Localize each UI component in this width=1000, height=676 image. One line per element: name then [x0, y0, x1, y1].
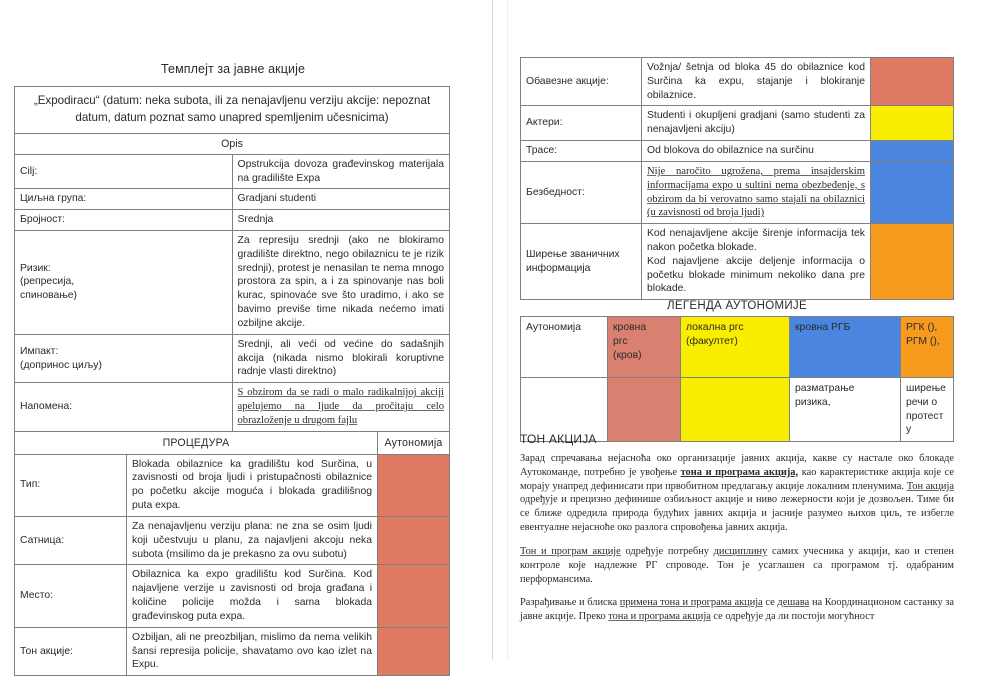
legend-cell-autonomija: Аутономија [521, 317, 608, 378]
row-label-akteri: Актери: [521, 106, 642, 141]
tone-p1-emphasis-1: тона и програма акција, [680, 466, 799, 478]
impakt-label-line2: (допринос циљу) [20, 359, 102, 371]
page-separator [492, 0, 508, 660]
legend-rgm-line: РГМ (), [906, 335, 940, 347]
page-title: Темплејт за јавне акције [160, 62, 305, 76]
tone-p3-emphasis-3: тона и програма акција [608, 611, 711, 623]
row-value-mesto: Obilaznica ka expo gradilištu kod Surčina. Kod najavljene verzije u zavisnosti od broja građana i količine policije možda i sama blokada građevinskog puta expa. [127, 565, 378, 627]
row-value-sirenje-informacija [642, 224, 871, 300]
tone-p1-part-e: одређује и прецизно дефинише озбиљност акције и ниво лежерности који је дозвољен. Тиме би се ближе одредила природа будућих јавних акција и јасније разумео њихов циљ, те избегле евентуалне нејасноће око разлога спровођења јавних акција. [520, 494, 954, 534]
autonomy-legend-table [520, 316, 954, 442]
tone-p3-part-c: се [762, 597, 778, 609]
procedure-table [14, 431, 450, 676]
table-row [15, 516, 450, 564]
autonomy-swatch-ton-akcije [378, 627, 450, 675]
legend-sirenje-reci-line2: протесту [906, 410, 944, 436]
page-right [508, 0, 1000, 660]
rizik-label-line3: спиновање) [20, 290, 78, 302]
legend-krovna-rgs-line1: кровна [613, 322, 647, 333]
tone-p1-part-a: Зарад спречавања нејасноћа око организације јавних акција, какве су настале око блокаде Аутокоманде, потребно је увођење [520, 453, 954, 478]
table-row [15, 230, 450, 334]
row-label-bezbednost: Безбедност: [521, 161, 642, 223]
right-table-container [520, 57, 954, 300]
autonomy-swatch-obavezne-akcije [871, 58, 954, 106]
autonomy-swatch-trase [871, 141, 954, 162]
row-value-obavezne-akcije: Vožnja/ šetnja od bloka 45 do obilaznice kod Surčina ka expu, stajanje i blokiranje obilaznice. [642, 58, 871, 106]
row-label-mesto: Место: [15, 565, 127, 627]
legend-sirenje-reci-line1: ширење речи о [906, 383, 946, 408]
row-value-tip: Blokada obilaznice ka gradilištu kod Surčina, u zavisnosti od broja ljudi i pristupačnosti obilaznice po početku akcije moguća i blokada gradilišnog puta expa. [127, 454, 378, 516]
tone-p3-part-g: се одређује да ли постоји могућност [710, 611, 875, 623]
tone-p2-part-d: самих учесника у акцији, као и степен контроле које надлежне РГ спроводе. Тон је усаглашен са програмом тј. одабраним перформансима. [520, 545, 954, 585]
tone-p1-part-c: као карактеристике акција које се морају унапред дефинисати при првобитном предлагању акције локалним пленумима. [520, 466, 954, 492]
autonomy-header-cell: Аутономија [378, 431, 450, 454]
legend-lokalna-rgs-line1: локална ргс [686, 322, 744, 333]
table-row-banner [15, 87, 450, 134]
row-value-satnica: Za nenajavljenu verziju plana: ne zna se osim ljudi koji učestvuju u planu, za najavljeni akcoju neka subota (msilimo da je prekasno za ovu subotu) [127, 516, 378, 564]
table-row [521, 106, 954, 141]
row-label-napomena: Напомена: [15, 383, 233, 431]
tone-p3-emphasis-1: примена тона и програма акција [619, 597, 763, 609]
row-value-ton-akcije: Ozbiljan, ali ne preozbiljan, mislimo da nema velikih šansi represija policije, shavatamo ovo kao izlet na Expu. [127, 627, 378, 675]
table-row-opis-header [15, 133, 450, 154]
table-row [15, 383, 450, 431]
sirenje-label-line1: Ширење званичних [526, 248, 620, 260]
sirenje-value-line1: Kod nenajavljene akcije širenje informacija tek nakon početka blokade. [647, 228, 865, 253]
procedure-header-cell: ПРОЦЕДУРА [15, 431, 378, 454]
row-label-impakt [15, 334, 233, 382]
tone-p3-part-a: Разрађивање и блиска [520, 597, 620, 609]
legend-cell-krovna-rgs [608, 317, 681, 378]
table-row [15, 454, 450, 516]
tone-p3-emphasis-2: дешава [777, 597, 810, 609]
legend-title: ЛЕГЕНДА АУТОНОМИЈЕ [667, 300, 807, 312]
row-label-rizik [15, 230, 233, 334]
table-row [521, 58, 954, 106]
opis-header-cell: Opis [15, 133, 450, 154]
rizik-label-line2: (репресија, [20, 276, 75, 288]
action-template-table [14, 86, 450, 432]
impakt-label-line1: Импакт: [20, 345, 59, 357]
autonomy-swatch-satnica [378, 516, 450, 564]
legend-cell-lokalna-rgs [681, 317, 790, 378]
row-label-cilj: Cilj: [15, 154, 233, 189]
table-banner-cell: „Expodiracu“ (datum: neka subota, ili za nenajavljenu verziju akcije: nepoznat datum, datum poznat samo unapred spemljenim učesnicima) [15, 87, 450, 134]
action-details-table [520, 57, 954, 300]
legend-row-header [521, 317, 954, 378]
row-value-rizik: Za represiju srednji (ako ne blokiramo gradilište direktno, nego obilaznicu te je rizik srednji), protest je nenasilan te nema mnogo prostora za spin, a i za spinovanje nas boli kurac, spinovaće sve što uradimo, i ako se bavimo previše time nikada nećemo imati ozbiljne akcije. [232, 230, 450, 334]
row-label-ton-akcije: Тон акције: [15, 627, 127, 675]
main-table-container [14, 86, 450, 676]
legend-razmatranje-line2: ризика, [795, 396, 831, 408]
row-value-impakt: Srednji, ali veći od većine do sadašnjih akcija (nikada nismo blokirali koruptivne radnje vlasti direktno) [232, 334, 450, 382]
autonomy-swatch-akteri [871, 106, 954, 141]
tone-p2-part-b: одређује потребну [620, 545, 714, 557]
tone-section-body [520, 452, 954, 634]
table-row [15, 627, 450, 675]
legend-container [520, 316, 954, 442]
tone-paragraph-2 [520, 545, 954, 586]
autonomy-swatch-mesto [378, 565, 450, 627]
tone-paragraph-1 [520, 452, 954, 535]
legend-razmatranje-line1: разматрање [795, 383, 855, 394]
table-row [521, 141, 954, 162]
row-label-sirenje-informacija [521, 224, 642, 300]
table-row [15, 189, 450, 210]
tone-paragraph-3 [520, 596, 954, 624]
legend-cell-rgk-rgm [901, 317, 954, 378]
autonomy-swatch-bezbednost [871, 161, 954, 223]
tone-p2-emphasis-1: Тон и програм акције [520, 545, 621, 557]
legend-cell-krovna-rgb: кровна РГБ [790, 317, 901, 378]
row-value-cilj: Opstrukcija dovoza građevinskog materijala na gradilište Expa [232, 154, 450, 189]
tone-p1-emphasis-2: Тон акција [906, 480, 954, 492]
table-row [521, 161, 954, 223]
tone-p2-emphasis-2: дисциплину [713, 545, 768, 557]
row-value-trase: Od blokova do obilaznice na surčinu [642, 141, 871, 162]
legend-krovna-rgs-line2: ргс [613, 335, 628, 347]
row-label-trase: Трасе: [521, 141, 642, 162]
autonomy-swatch-sirenje-informacija [871, 224, 954, 300]
legend-lokalna-rgs-line2: (факултет) [686, 335, 738, 347]
rizik-label-line1: Ризик: [20, 262, 51, 274]
sirenje-label-line2: информација [526, 262, 591, 274]
row-label-satnica: Сатница: [15, 516, 127, 564]
row-label-tip: Тип: [15, 454, 127, 516]
row-label-obavezne-akcije: Обавезне акције: [521, 58, 642, 106]
tone-section-heading: ТОН АКЦИЈА [520, 432, 597, 446]
row-value-akteri: Studenti i okupljeni gradjani (samo studenti za nenajavljeni akciju) [642, 106, 871, 141]
table-row-procedure-header [15, 431, 450, 454]
legend-krovna-rgs-line3: (кров) [613, 349, 642, 361]
row-value-brojnost: Srednja [232, 210, 450, 231]
table-row [521, 224, 954, 300]
page-left [0, 0, 492, 671]
legend-rgk-line: РГК (), [906, 322, 938, 333]
row-label-ciljna-grupa: Циљна група: [15, 189, 233, 210]
table-row [15, 565, 450, 627]
row-value-bezbednost: Nije naročito ugrožena, prema insajderskim informacijama expo u sultini nema obezbeđenje, s obzirom da bi verovatno samo stajali na obilaznici (u zavisnosti od broja ljudi) [642, 161, 871, 223]
table-row [15, 154, 450, 189]
tone-p3-part-e: на Координационом састанку за јавне акције. Преко [520, 597, 954, 623]
row-value-ciljna-grupa: Gradjani studenti [232, 189, 450, 210]
row-label-brojnost: Бројност: [15, 210, 233, 231]
sirenje-value-line2: Kod najavljene akcije deljenje informacija o početku blokade minimum nekoliko dana pre blokade. [647, 255, 865, 295]
autonomy-swatch-tip [378, 454, 450, 516]
table-row [15, 210, 450, 231]
table-row [15, 334, 450, 382]
row-value-napomena: S obzirom da se radi o malo radikalnijoj akciji apelujemo na ljude da pročitaju celo obrazloženje u drugom fajlu [232, 383, 450, 431]
